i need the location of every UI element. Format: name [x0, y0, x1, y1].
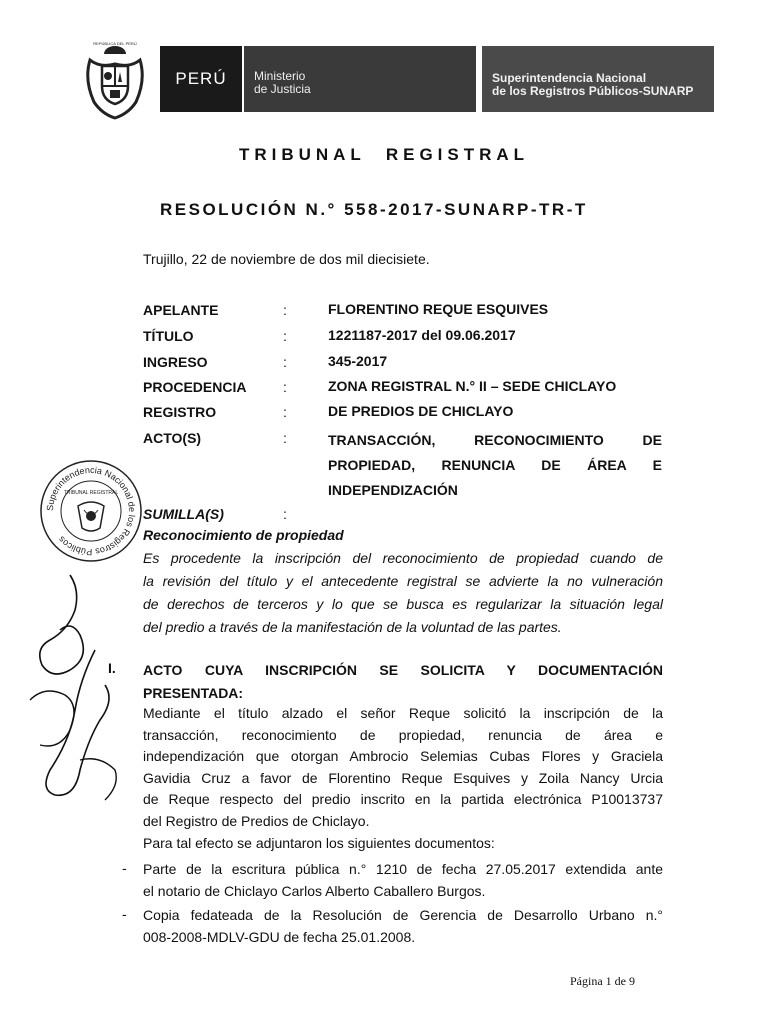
field-colon: : — [283, 404, 287, 420]
field-value-apelante: FLORENTINO REQUE ESQUIVES — [328, 301, 549, 317]
field-label-actos: ACTO(S) — [143, 430, 202, 446]
sumilla-line: la revisión del título y el antecedente registral se advierte la no vulneración — [143, 573, 663, 589]
paragraph-line: independización que otorgan Ambrocio Selemias Cubas Flores y Graciela — [143, 748, 663, 764]
section-heading-line: ACTO CUYA INSCRIPCIÓN SE SOLICITA Y DOCUMENTACIÓN — [143, 662, 663, 678]
peru-coat-of-arms-icon — [80, 40, 150, 120]
paragraph-line: Gavidia Cruz a favor de Florentino Reque Esquives y Zoila Nancy Urcia — [143, 769, 663, 786]
ministry-line1: Ministerio — [254, 69, 306, 83]
page-number: Página 1 de 9 — [570, 974, 635, 988]
document-item-line: Copia fedateada de la Resolución de Gerencia de Desarrollo Urbano n.° — [143, 907, 663, 923]
sumilla-subtitle: Reconocimiento de propiedad — [143, 527, 344, 543]
handwritten-signature — [20, 570, 130, 810]
seal-inner-text: TRIBUNAL REGISTRAL — [63, 490, 119, 496]
sumilla-colon: : — [283, 506, 287, 522]
svg-text:REPÚBLICA DEL PERÚ: REPÚBLICA DEL PERÚ — [93, 41, 137, 46]
section-paragraph — [143, 703, 663, 832]
section-heading-line: PRESENTADA: — [143, 685, 244, 701]
tribunal-seal — [38, 458, 144, 564]
acts-line2: PROPIEDAD, RENUNCIA DE ÁREA E — [328, 457, 662, 473]
paragraph-line: de Reque respecto del predio inscrito en la partida electrónica P10013737 — [143, 791, 663, 807]
field-colon: : — [283, 328, 287, 344]
sumilla-label: SUMILLA(S) — [143, 506, 224, 522]
section-heading — [143, 659, 663, 705]
peru-logo-box — [160, 46, 242, 112]
paragraph-line: Mediante el título alzado el señor Reque solicitó la inscripción de la — [143, 705, 663, 721]
field-colon: : — [283, 430, 287, 446]
ministry-line2: de Justicia — [254, 82, 311, 96]
field-label-registro: REGISTRO — [143, 404, 217, 420]
document-item — [143, 858, 663, 902]
sumilla-line: de derechos de terceros y lo que se busca es regularizar la situación legal — [143, 596, 663, 612]
bullet-mark: - — [122, 860, 127, 876]
seal-ring-text: Superintendencia Nacional de los Registros Públicos — [44, 464, 138, 558]
document-title — [0, 145, 768, 165]
resolution-number: RESOLUCIÓN N.° 558-2017-SUNARP-TR-T — [160, 200, 588, 219]
title-word2: REGISTRAL — [385, 145, 530, 164]
field-colon: : — [283, 379, 287, 395]
field-value-actos — [328, 428, 662, 503]
sumilla-text — [143, 547, 663, 639]
document-item-line: Parte de la escritura pública n.° 1210 de fecha 27.05.2017 extendida ante — [143, 861, 663, 877]
sumilla-line: Es procedente la inscripción del reconocimiento de propiedad cuando de — [143, 550, 663, 566]
document-item-line: 008-2008-MDLV-GDU de fecha 25.01.2008. — [143, 929, 416, 945]
field-colon: : — [283, 354, 287, 370]
field-label-titulo: TÍTULO — [143, 328, 194, 344]
field-label-procedencia: PROCEDENCIA — [143, 379, 247, 395]
ministry-logo-box — [244, 46, 476, 112]
field-label-ingreso: INGRESO — [143, 354, 208, 370]
paragraph-line: transacción, reconocimiento de propiedad, renuncia de área e — [143, 726, 663, 743]
acts-line1: TRANSACCIÓN, RECONOCIMIENTO DE — [328, 432, 662, 448]
field-value-ingreso: 345-2017 — [328, 353, 388, 369]
paragraph-line: del Registro de Predios de Chiclayo. — [143, 812, 370, 829]
field-value-titulo: 1221187-2017 del 09.06.2017 — [328, 327, 516, 343]
agency-line2: de los Registros Públicos-SUNARP — [492, 84, 694, 98]
place-date: Trujillo, 22 de noviembre de dos mil diecisiete. — [143, 251, 430, 267]
sumilla-line: del predio a través de la manifestación de la voluntad de las partes. — [143, 619, 562, 635]
country-name: PERÚ — [175, 69, 227, 88]
document-item-line: el notario de Chiclayo Carlos Alberto Caballero Burgos. — [143, 883, 486, 899]
acts-line3: INDEPENDIZACIÓN — [328, 482, 458, 498]
agency-line1: Superintendencia Nacional — [492, 71, 647, 85]
field-value-procedencia: ZONA REGISTRAL N.° II – SEDE CHICLAYO — [328, 378, 617, 394]
field-label-apelante: APELANTE — [143, 302, 219, 318]
document-item — [143, 904, 663, 948]
bullet-mark: - — [122, 906, 127, 922]
field-colon: : — [283, 302, 287, 318]
section-number: I. — [108, 660, 116, 676]
field-value-registro: DE PREDIOS DE CHICLAYO — [328, 403, 514, 419]
sunarp-logo-box — [482, 46, 714, 112]
documents-intro: Para tal efecto se adjuntaron los siguientes documentos: — [143, 835, 495, 851]
title-word1: TRIBUNAL — [238, 145, 366, 164]
